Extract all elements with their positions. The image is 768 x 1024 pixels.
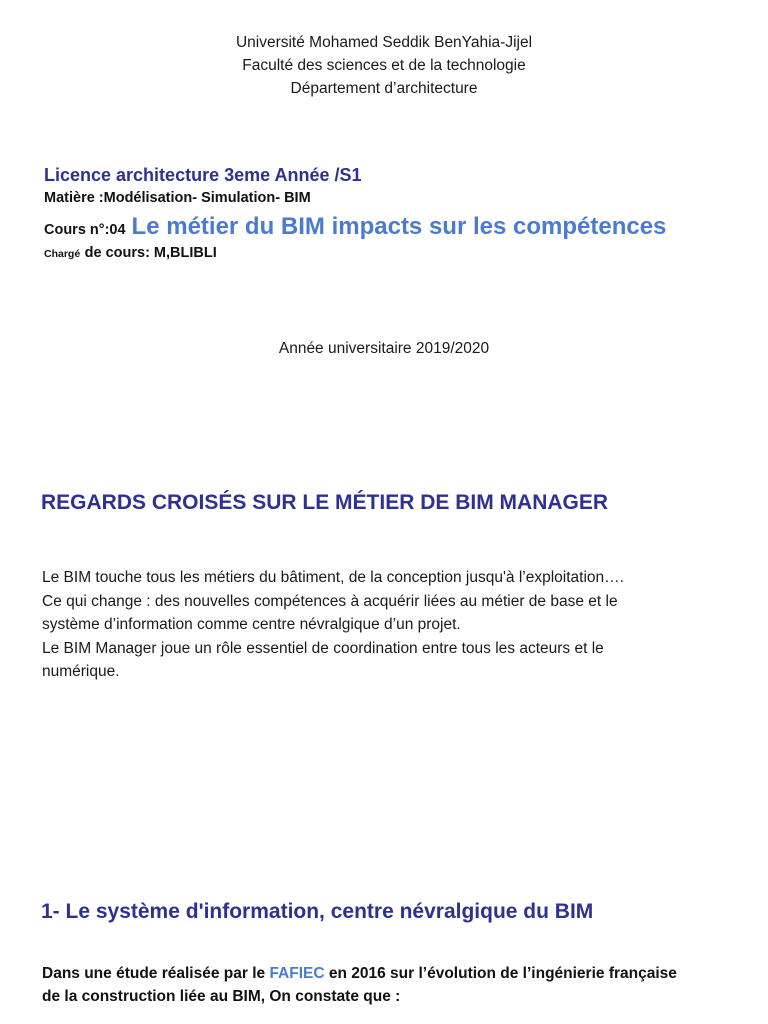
study-text-post: en 2016 sur l’évolution de l’ingénierie française: [324, 965, 677, 982]
study-text-pre: Dans une étude réalisée par le: [42, 965, 270, 982]
charge-label: Chargé: [44, 248, 81, 260]
intro-paragraph: [42, 566, 742, 684]
faculty-name: Faculté des sciences et de la technologie: [242, 57, 526, 74]
paragraph-line: Le BIM touche tous les métiers du bâtiment, de la conception jusqu'à l’exploitation….: [42, 569, 624, 586]
subsection-title: 1- Le système d'information, centre névralgique du BIM: [41, 900, 594, 923]
study-line-2: de la construction liée au BIM, On constate que :: [42, 988, 401, 1005]
cours-title: Le métier du BIM impacts sur les compétences: [131, 213, 667, 240]
paragraph-line: numérique.: [42, 663, 120, 680]
licence-line: Licence architecture 3eme Année /S1: [44, 165, 362, 185]
study-paragraph: [42, 962, 742, 1008]
fafiec-highlight: FAFIEC: [269, 965, 325, 982]
academic-year: Année universitaire 2019/2020: [278, 340, 490, 357]
paragraph-line: Ce qui change : des nouvelles compétences à acquérir liées au métier de base et le: [42, 592, 618, 610]
paragraph-line: système d’information comme centre névralgique d’un projet.: [42, 616, 461, 633]
institution-header: [0, 31, 768, 100]
study-line-1: [42, 962, 742, 985]
section-title: REGARDS CROISÉS SUR LE MÉTIER DE BIM MANAGER: [41, 491, 609, 514]
course-info: [44, 163, 744, 264]
paragraph-line: Le BIM Manager joue un rôle essentiel de coordination entre tous les acteurs et le: [42, 639, 604, 657]
department-name: Département d’architecture: [290, 80, 478, 97]
cours-row: [44, 210, 744, 247]
cours-number: Cours n°:04: [44, 222, 126, 238]
matiere-line: Matière :Modélisation- Simulation- BIM: [44, 190, 311, 206]
lecturer-name: de cours: M,BLIBLI: [84, 245, 217, 261]
university-name: Université Mohamed Seddik BenYahia-Jijel: [235, 34, 533, 51]
